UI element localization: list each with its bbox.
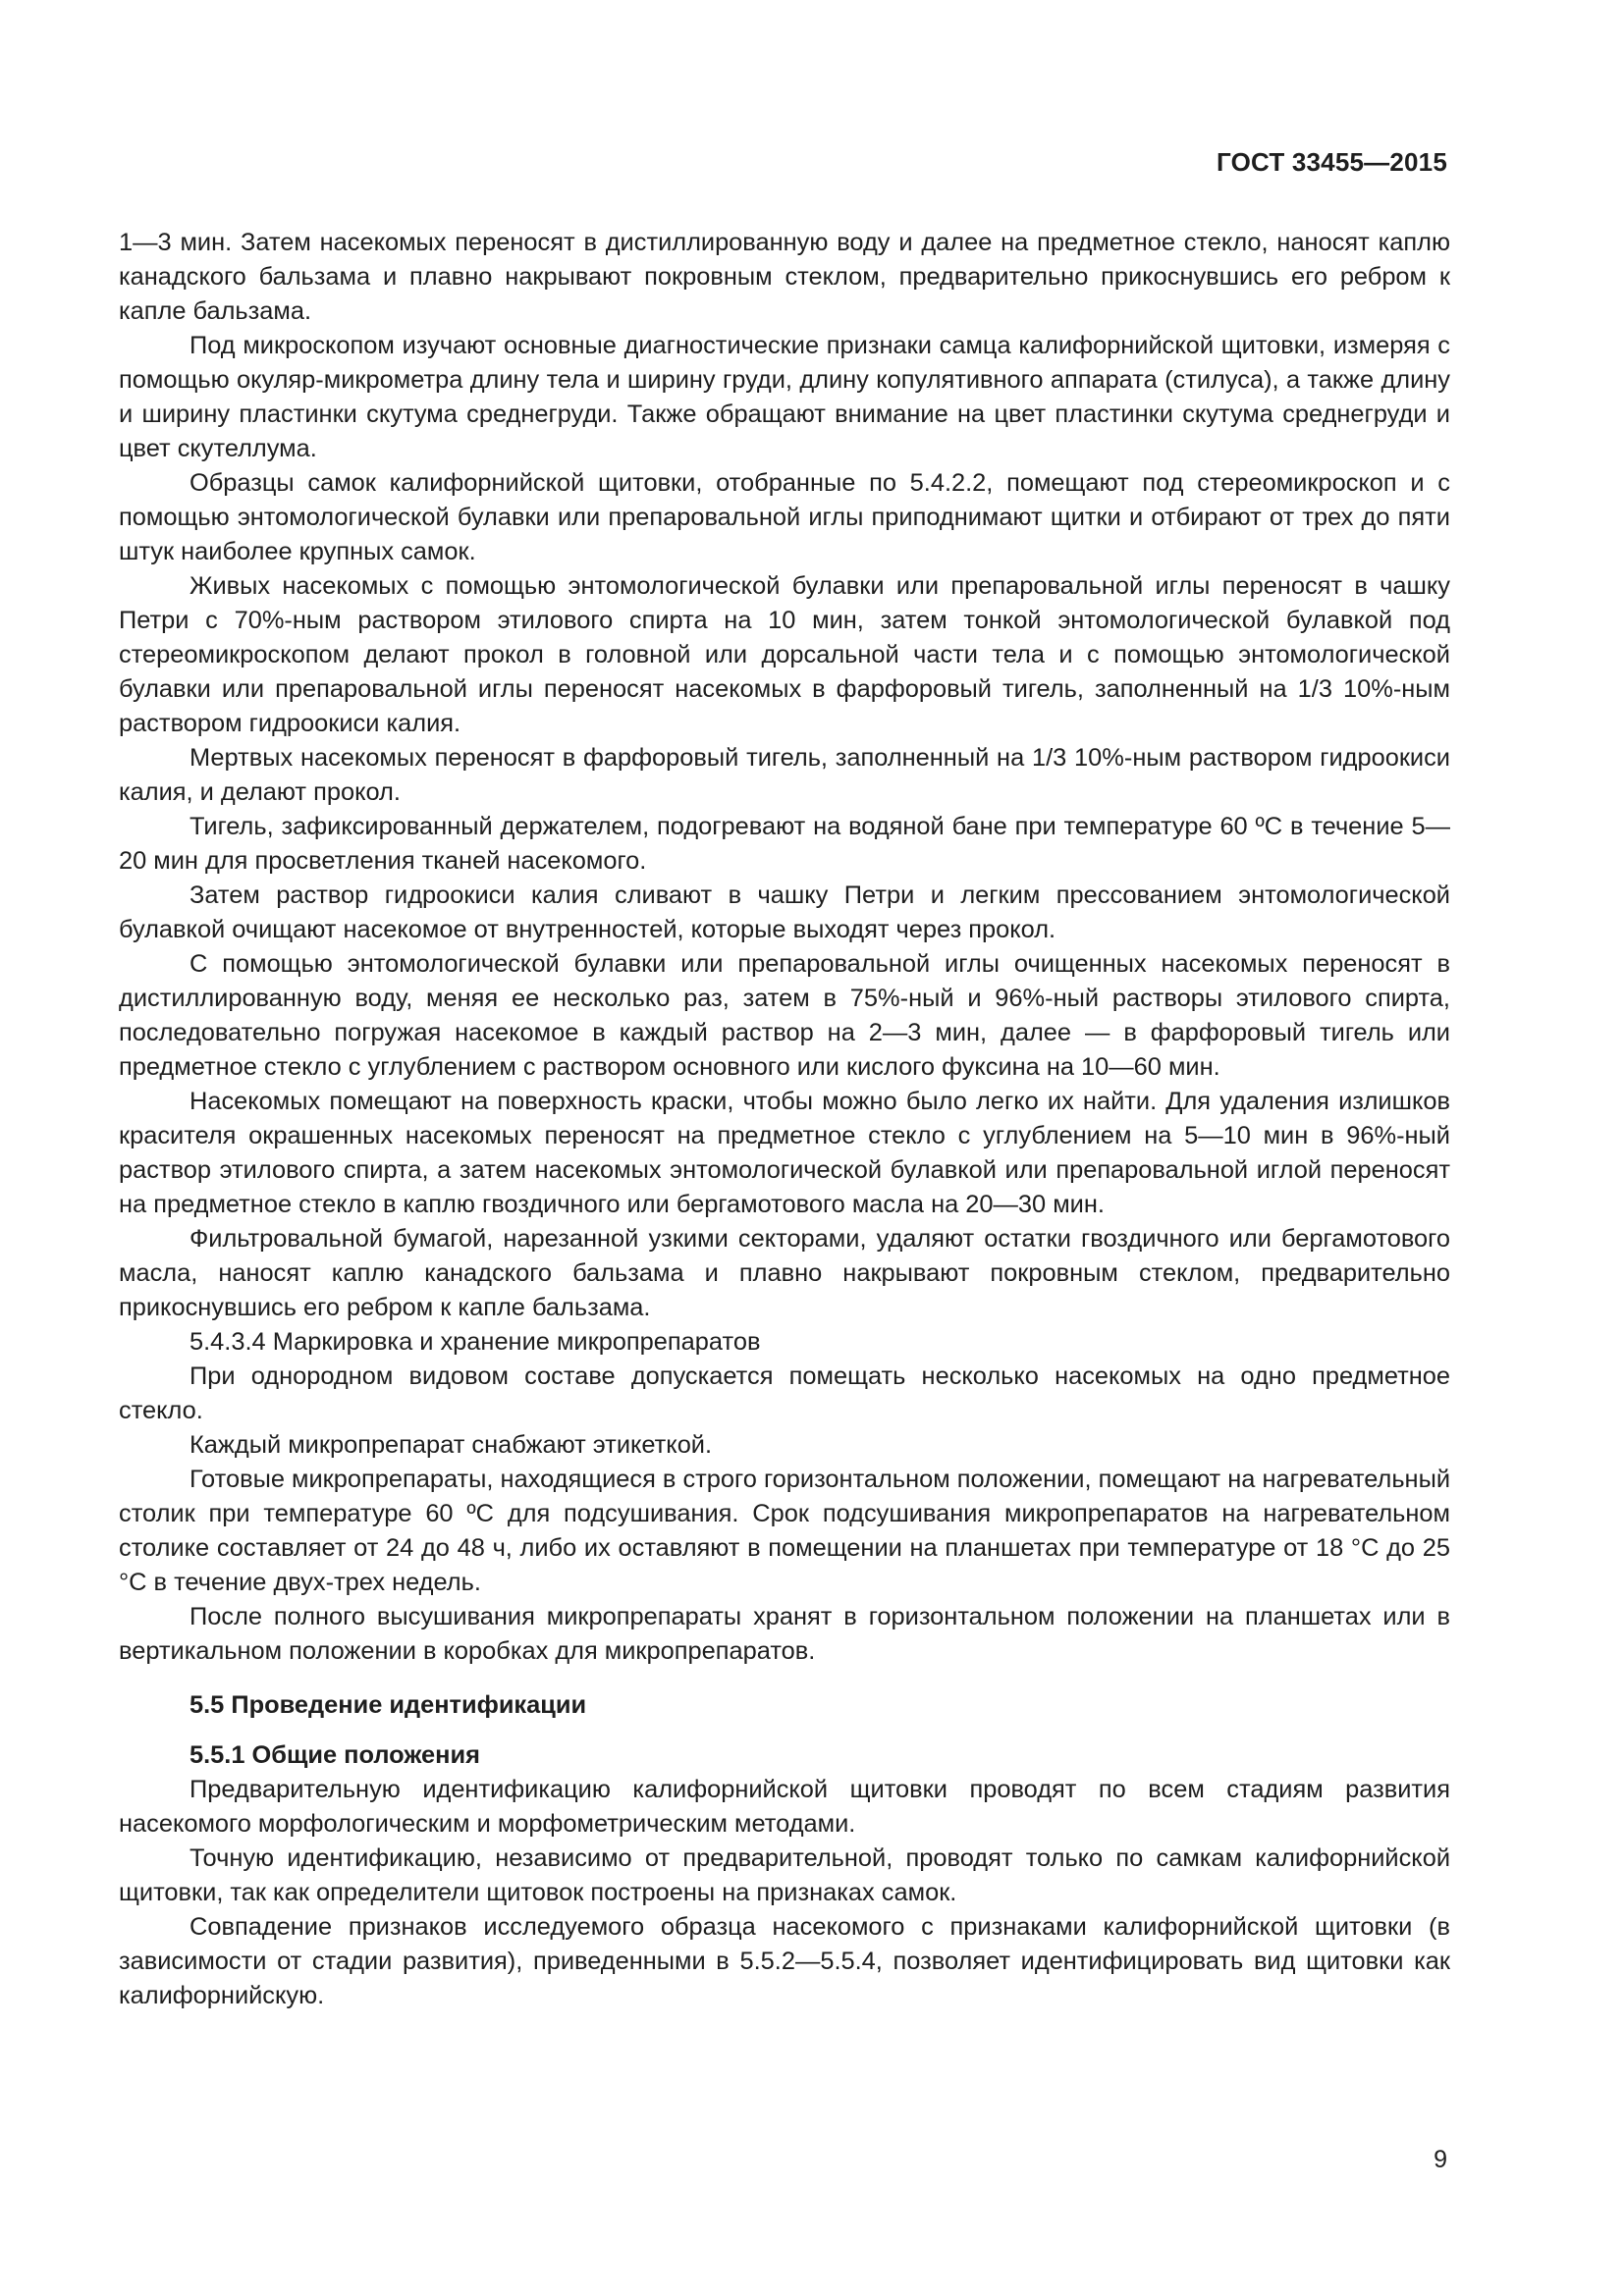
page-number: 9 [1434, 2146, 1447, 2173]
document-id-header: ГОСТ 33455—2015 [1217, 147, 1447, 177]
paragraph: При однородном видовом составе допускается помещать несколько насекомых на одно предметное стекло. [119, 1362, 1450, 1424]
paragraph: Затем раствор гидроокиси калия сливают в чашку Петри и легким прессованием энтомологической булавкой очищают насекомое от внутренностей, которые выходят через прокол. [119, 881, 1450, 943]
paragraph: Под микроскопом изучают основные диагностические признаки самца калифорнийской щитовки, измеряя с помощью окуляр-микрометра длину тела и ширину груди, длину копулятивного аппарата (стилуса), а также длину и ширину пластинки скутума среднегруди. Также обращают внимание на цвет пластинки скутума среднегруди и цвет скутеллума. [119, 332, 1450, 462]
document-body [119, 226, 1450, 2013]
paragraph: С помощью энтомологической булавки или препаровальной иглы очищенных насекомых переносят в дистиллированную воду, меняя ее несколько раз, затем в 75%-ный и 96%-ный растворы этилового спирта, последовательно погружая насекомое в каждый раствор на 2—3 мин, далее — в фарфоровый тигель или предметное стекло с углублением с раствором основного или кислого фуксина на 10—60 мин. [119, 950, 1450, 1081]
subsection-title-5434: 5.4.3.4 Маркировка и хранение микропрепаратов [189, 1328, 761, 1356]
paragraph: 1—3 мин. Затем насекомых переносят в дистиллированную воду и далее на предметное стекло, наносят каплю канадского бальзама и плавно накрывают покровным стеклом, предварительно прикоснувшись его ребром к капле бальзама. [119, 229, 1450, 325]
section-title-551: 5.5.1 Общие положения [189, 1741, 480, 1769]
paragraph: Тигель, зафиксированный держателем, подогревают на водяной бане при температуре 60 ºС в течение 5—20 мин для просветления тканей насекомого. [119, 813, 1450, 875]
paragraph: Предварительную идентификацию калифорнийской щитовки проводят по всем стадиям развития насекомого морфологическим и морфометрическим методами. [119, 1776, 1450, 1838]
paragraph: После полного высушивания микропрепараты хранят в горизонтальном положении на планшетах или в вертикальном положении в коробках для микропрепаратов. [119, 1603, 1450, 1665]
paragraph: Живых насекомых с помощью энтомологической булавки или препаровальной иглы переносят в чашку Петри с 70%-ным раствором этилового спирта на 10 мин, затем тонкой энтомологической булавкой под стереомикроскопом делают прокол в головной или дорсальной части тела и с помощью энтомологической булавки или препаровальной иглы переносят насекомых в фарфоровый тигель, заполненный на 1/3 10%-ным раствором гидроокиси калия. [119, 572, 1450, 737]
paragraph: Насекомых помещают на поверхность краски, чтобы можно было легко их найти. Для удаления излишков красителя окрашенных насекомых переносят на предметное стекло с углублением на 5—10 мин в 96%-ный раствор этилового спирта, а затем насекомых энтомологической булавкой или препаровальной иглой переносят на предметное стекло в каплю гвоздичного или бергамотового масла на 20—30 мин. [119, 1088, 1450, 1218]
paragraph: Образцы самок калифорнийской щитовки, отобранные по 5.4.2.2, помещают под стереомикроскоп и с помощью энтомологической булавки или препаровальной иглы приподнимают щитки и отбирают от трех до пяти штук наиболее крупных самок. [119, 469, 1450, 565]
paragraph: Каждый микропрепарат снабжают этикеткой. [189, 1431, 713, 1459]
paragraph: Мертвых насекомых переносят в фарфоровый тигель, заполненный на 1/3 10%-ным раствором гидроокиси калия, и делают прокол. [119, 744, 1450, 806]
paragraph: Готовые микропрепараты, находящиеся в строго горизонтальном положении, помещают на нагревательный столик при температуре 60 ºС для подсушивания. Срок подсушивания микропрепаратов на нагревательном столике составляет от 24 до 48 ч, либо их оставляют в помещении на планшетах при температуре от 18 °С до 25 °С в течение двух-трех недель. [119, 1466, 1450, 1596]
paragraph: Совпадение признаков исследуемого образца насекомого с признаками калифорнийской щитовки (в зависимости от стадии развития), приведенными в 5.5.2—5.5.4, позволяет идентифицировать вид щитовки как калифорнийскую. [119, 1913, 1450, 2009]
paragraph: Точную идентификацию, независимо от предварительной, проводят только по самкам калифорнийской щитовки, так как определители щитовок построены на признаках самок. [119, 1844, 1450, 1906]
section-title-55: 5.5 Проведение идентификации [189, 1691, 587, 1719]
paragraph: Фильтровальной бумагой, нарезанной узкими секторами, удаляют остатки гвоздичного или бергамотового масла, наносят каплю канадского бальзама и плавно накрывают покровным стеклом, предварительно прикоснувшись его ребром к капле бальзама. [119, 1225, 1450, 1321]
